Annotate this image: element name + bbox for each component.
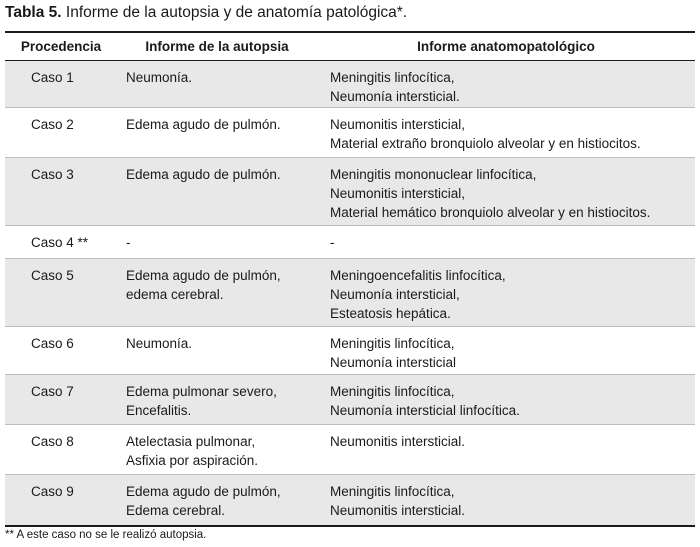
table-header-row	[5, 33, 695, 61]
cell-pathology-report	[321, 432, 695, 451]
table-footnote: ** A este caso no se le realizó autopsia.	[5, 529, 207, 541]
cell-autopsy-report	[117, 165, 321, 184]
pathology-line: Neumonía intersticial.	[330, 89, 460, 104]
cell-autopsy-report	[117, 432, 321, 470]
cell-pathology-report	[321, 334, 695, 372]
cell-case: Caso 4 **	[31, 235, 89, 250]
cell-pathology-report	[321, 68, 695, 106]
pathology-line: Meningitis linfocítica,	[330, 484, 455, 499]
pathology-line: Neumonitis intersticial.	[330, 503, 466, 518]
autopsy-line: Edema pulmonar severo,	[126, 384, 277, 399]
pathology-line: Meningitis linfocítica,	[330, 336, 455, 351]
table-caption	[5, 3, 407, 23]
autopsy-line: -	[126, 235, 131, 250]
cell-case: Caso 7	[31, 384, 74, 399]
cell-autopsy-report	[117, 382, 321, 420]
cell-pathology-report	[321, 266, 695, 323]
pathology-line: -	[330, 235, 335, 250]
cell-pathology-report	[321, 482, 695, 520]
autopsy-line: Edema agudo de pulmón.	[126, 167, 281, 182]
autopsy-line: Edema agudo de pulmón,	[126, 268, 281, 283]
cell-case: Caso 3	[31, 167, 74, 182]
cell-pathology-report	[321, 165, 695, 222]
cell-pathology-report	[321, 382, 695, 420]
cell-case: Caso 9	[31, 484, 74, 499]
pathology-line: Neumonitis intersticial.	[330, 434, 466, 449]
pathology-line: Meningitis mononuclear linfocítica,	[330, 167, 537, 182]
autopsy-line: Encefalitis.	[126, 403, 192, 418]
cell-case: Caso 1	[31, 70, 74, 85]
table-row	[5, 61, 695, 108]
table-row	[5, 226, 695, 259]
header-autopsy-report: Informe de la autopsia	[145, 39, 289, 54]
autopsy-line: Asfixia por aspiración.	[126, 453, 259, 468]
pathology-line: Neumonitis intersticial,	[330, 186, 466, 201]
pathology-line: Meningitis linfocítica,	[330, 384, 455, 399]
autopsy-line: Edema agudo de pulmón.	[126, 117, 281, 132]
cell-case: Caso 6	[31, 336, 74, 351]
autopsy-line: Edema agudo de pulmón,	[126, 484, 281, 499]
table-row	[5, 158, 695, 226]
autopsy-line: Neumonía.	[126, 336, 193, 351]
autopsy-line: Neumonía.	[126, 70, 193, 85]
pathology-line: Meningoencefalitis linfocítica,	[330, 268, 506, 283]
autopsy-line: Edema cerebral.	[126, 503, 226, 518]
table-row	[5, 425, 695, 475]
header-pathology-report: Informe anatomopatológico	[417, 39, 595, 54]
autopsy-report-table	[5, 31, 695, 527]
table-row	[5, 327, 695, 375]
cell-autopsy-report	[117, 115, 321, 134]
cell-case: Caso 2	[31, 117, 74, 132]
pathology-line: Neumonía intersticial,	[330, 287, 460, 302]
autopsy-line: edema cerebral.	[126, 287, 224, 302]
table-row	[5, 375, 695, 425]
caption-label: Tabla 5.	[5, 4, 62, 21]
cell-case: Caso 8	[31, 434, 74, 449]
cell-autopsy-report	[117, 334, 321, 353]
pathology-line: Neumonía intersticial linfocítica.	[330, 403, 520, 418]
table-row	[5, 475, 695, 525]
table-row	[5, 259, 695, 327]
cell-pathology-report	[321, 233, 695, 252]
cell-autopsy-report	[117, 266, 321, 304]
cell-autopsy-report	[117, 233, 321, 252]
table-row	[5, 108, 695, 158]
cell-pathology-report	[321, 115, 695, 153]
pathology-line: Neumonía intersticial	[330, 355, 457, 370]
pathology-line: Neumonitis intersticial,	[330, 117, 466, 132]
table-body	[5, 61, 695, 525]
cell-case: Caso 5	[31, 268, 74, 283]
caption-text: Informe de la autopsia y de anatomía patológica*.	[65, 4, 408, 21]
pathology-line: Esteatosis hepática.	[330, 306, 451, 321]
autopsy-line: Atelectasia pulmonar,	[126, 434, 256, 449]
cell-autopsy-report	[117, 68, 321, 87]
pathology-line: Meningitis linfocítica,	[330, 70, 455, 85]
pathology-line: Material extraño bronquiolo alveolar y en histiocitos.	[330, 136, 641, 151]
pathology-line: Material hemático bronquiolo alveolar y en histiocitos.	[330, 205, 651, 220]
cell-autopsy-report	[117, 482, 321, 520]
header-procedencia: Procedencia	[20, 39, 102, 54]
